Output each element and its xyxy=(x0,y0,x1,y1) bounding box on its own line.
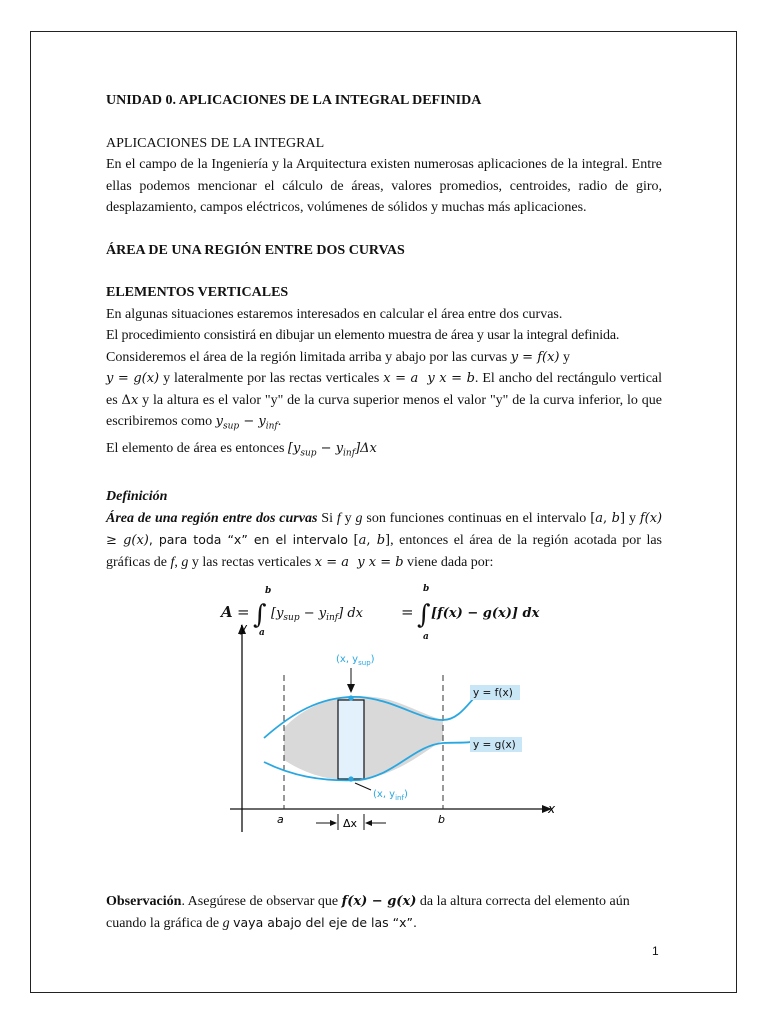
svg-text:[ysup − yinf] dx: $[y_{sup} - y_{inf}]$ dx xyxy=(271,606,363,624)
label-b: b xyxy=(438,813,445,826)
svg-text:b: b xyxy=(423,584,430,595)
dx-arrow-left-head xyxy=(330,820,337,826)
label-x-ysup: (x, $y_{sup}$) xyxy=(336,654,375,667)
svg-text:a: a xyxy=(423,632,429,643)
label-a: a xyxy=(277,813,284,826)
elementos-paragraph: Consideremos el área de la región limitada arriba y abajo por las curvas y = f(x) y y = g(x) y lateralmente por las rectas verticales x = a y x = b. El ancho del rectángulo vertical es Δx y la altura es el valor "y" de la curva superior menos el valor "y" de la curva inferior, lo que escribiremos como $y_{sup} - y_{inf}$. xyxy=(106,349,663,432)
label-curve-g: y = g(x) xyxy=(473,739,516,751)
svg-text:A: A xyxy=(221,603,233,622)
label-x-yinf: (x, $y_{inf}$) xyxy=(373,789,408,802)
eq-f-minus-g: f(x) − g(x) xyxy=(341,894,417,909)
eq-dx: Δx xyxy=(121,392,139,408)
unit-title: UNIDAD 0. APLICACIONES DE LA INTEGRAL DEFINIDA xyxy=(106,93,482,108)
label-dx: Δx xyxy=(343,817,358,830)
definition-heading: Definición xyxy=(106,489,168,505)
dx-arrow-right-head xyxy=(365,820,372,826)
svg-text:[f(x) − g(x)] dx: [f(x) − g(x)] dx xyxy=(431,606,540,622)
sample-rectangle xyxy=(338,700,364,779)
eq-element: $[y_{sup} - y_{inf}]\Delta x$ xyxy=(287,441,377,459)
svg-text:∫: ∫ xyxy=(417,600,431,631)
section-heading-area: ÁREA DE UNA REGIÓN ENTRE DOS CURVAS xyxy=(106,242,405,258)
eq-y-f: y = f(x) xyxy=(510,349,560,365)
svg-text:∫: ∫ xyxy=(253,600,267,631)
eq-x-ab: x = a y x = b xyxy=(383,371,475,386)
svg-text:=: = xyxy=(401,603,414,622)
document-body xyxy=(106,90,662,643)
eq-y-g: y = g(x) xyxy=(106,371,160,386)
svg-text:a: a xyxy=(259,628,265,639)
svg-text:=: = xyxy=(237,603,250,622)
eq-ysup-yinf: $y_{sup} - y_{inf}$ xyxy=(215,414,278,432)
page-number: 1 xyxy=(652,944,659,958)
x-axis-label: x xyxy=(548,802,556,816)
area-between-curves-figure xyxy=(230,620,560,835)
pointer-yinf xyxy=(355,783,371,790)
section-heading-elementos: ELEMENTOS VERTICALES xyxy=(106,285,289,300)
label-curve-f: y = f(x) xyxy=(473,687,513,699)
intro-paragraph: En el campo de la Ingeniería y la Arquitectura existen numerosas aplicaciones de la integral. Entre ellas podemos mencionar el cálculo de áreas, valores promedios, centroides, radio de giro, desplazamiento, campos eléctricos, volúmenes de sólidos y muchas más aplicaciones. xyxy=(106,157,662,215)
arrow-ysup-head xyxy=(347,684,355,693)
point-yinf xyxy=(348,776,353,781)
observation-paragraph: Observación. Asegúrese de observar que f(x) − g(x) da la altura correcta del elemento aún cuando la gráfica de g vaya abajo del eje de las “x”. xyxy=(106,894,630,931)
elementos-line-2: El procedimiento consistirá en dibujar un elemento muestra de área y usar la integral definida. xyxy=(106,328,620,343)
point-ysup xyxy=(348,695,353,700)
y-axis-label: y xyxy=(240,621,248,635)
elementos-line-1: En algunas situaciones estaremos interesados en calcular el área entre dos curvas. xyxy=(106,306,563,322)
svg-text:b: b xyxy=(265,586,272,597)
elementos-line-4: El elemento de área es entonces $[y_{sup} - y_{inf}]\Delta x$ xyxy=(106,441,377,459)
definition-paragraph: Área de una región entre dos curvas Si f y g son funciones continuas en el intervalo [a, b] y f(x) ≥ g(x), para toda “x” en el intervalo [a, b], entonces el área de la región acotada por las gráficas de f, g y las rectas verticales x = a y x = b viene dada por: xyxy=(106,510,663,570)
section-heading-aplicaciones: APLICACIONES DE LA INTEGRAL xyxy=(106,135,325,151)
